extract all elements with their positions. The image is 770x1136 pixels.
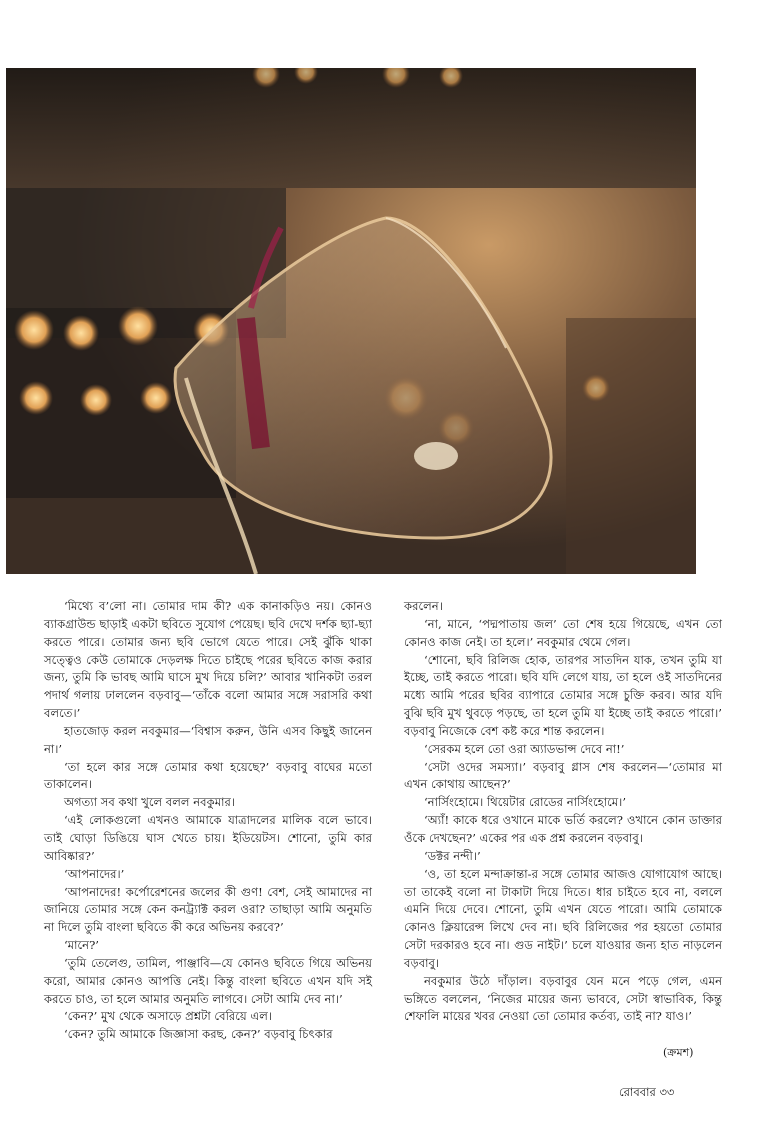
paragraph: ‘না, মানে, ‘পদ্মপাতায় জল’ তো শেষ হয়ে গিয়েছে, এখন তো কোনও কাজ নেই। তা হলে।’ নবকুমার থেমে গেল।	[404, 616, 722, 649]
paragraph: ‘আপনাদের! কর্পোরেশনের জলের কী গুণ! বেশ, সেই আমাদের না জানিয়ে তোমার সঙ্গে কেন কনট্র্যাক্ট করল ওরা? তাছাড়া আমি অনুমতি না দিলে তুমি বাংলা ছবিতে কী করে অভিনয় করবে?’	[44, 884, 372, 935]
wine-glass-painting	[6, 68, 696, 574]
paragraph: ‘ডক্টর নন্দী।’	[424, 848, 481, 863]
paragraph: ‘ও, তা হলে মন্দাক্রান্তা-র সঙ্গে তোমার আজও যোগাযোগ আছে। তা তাকেই বলো না টাকাটা দিয়ে দিতে। ধার চাইতে হবে না, বললে এমনি দিয়ে দেবে। শোনো, তুমি এখন যেতে পারো। আমি তোমাকে কোনও ক্লিয়ারেন্স লিখে দেব না। ছবি রিলিজের পর হয়তো তোমার সেটা দরকারও হবে না। গুড নাইট।’ চলে যাওয়ার জন্য হাত নাড়লেন বড়বাবু।	[404, 866, 722, 970]
page-footer: রোববার ৩৩	[619, 1085, 675, 1099]
serial-note: (ক্রমশ)	[663, 1046, 694, 1059]
paragraph: ‘তা হলে কার সঙ্গে তোমার কথা হয়েছে?’ বড়বাবু বাঘের মতো তাকালেন।	[44, 759, 372, 792]
paragraph: ‘আপনাদের।’	[64, 866, 125, 881]
paragraph: নবকুমার উঠে দাঁড়াল। বড়বাবুর যেন মনে পড়ে গেল, এমন ভঙ্গিতে বললেন, ‘নিজের মায়ের জন্য ভাববে, সেটা স্বাভাবিক, কিন্তু শেফালি মায়ের খবর নেওয়া তো তোমার কর্তব্য, তাই না? যাও।’	[404, 973, 722, 1024]
paragraph: ‘সেরকম হলে তো ওরা অ্যাডভান্স দেবে না!’	[424, 741, 625, 756]
paragraph: ‘কেন? তুমি আমাকে জিজ্ঞাসা করছ, কেন?’ বড়বাবু চিৎকার	[64, 1027, 333, 1042]
paragraph: ‘মিথ্যে ব’লো না। তোমার দাম কী? এক কানাকড়িও নয়। কোনও ব্যাকগ্রাউন্ড ছাড়াই একটা ছবিতে সুযোগ পেয়েছ। ছবি দেখে দর্শক ছ্যা-ছ্যা করতে পারে। তোমার জন্য ছবি ভোগে যেতে পারে। সেই ঝুঁকি থাকা সত্ত্বেও কেউ তোমাকে দেড়লক্ষ দিতে চাইছে পরের ছবিতে কাজ করার জন্য, তুমি কি ভাবছ আমি ঘাসে মুখ দিয়ে চলি?’ আবার খানিকটা তরল পদার্থ গলায় ঢাললেন বড়বাবু—‘তাঁকে বলো আমার সঙ্গে সরাসরি কথা বলতে।’	[44, 599, 372, 721]
text-column-right	[404, 598, 722, 1026]
paragraph: ‘নার্সিংহোমে। থিয়েটার রোডের নার্সিংহোমে।’	[424, 795, 627, 810]
paragraph: হাতজোড় করল নবকুমার—‘বিশ্বাস করুন, উনি এসব কিছুই জানেন না।’	[44, 723, 372, 756]
paragraph: ‘শোনো, ছবি রিলিজ হোক, তারপর সাতদিন যাক, তখন তুমি যা ইচ্ছে, তাই করতে পারো। ছবি যদি লেগে যায়, তা হলে ওই সাতদিনের মধ্যে আমি পরের ছবির ব্যাপারে তোমার সঙ্গে চুক্তি করব। আর যদি বুঝি ছবি মুখ থুবড়ে পড়ছে, তা হলে তুমি যা ইচ্ছে তাই করতে পারো।’ বড়বাবু নিজেকে বেশ কষ্ট করে শান্ত করলেন।	[404, 652, 722, 738]
paragraph: অগত্যা সব কথা খুলে বলল নবকুমার।	[64, 795, 236, 810]
paragraph: ‘মানে?’	[64, 938, 99, 953]
illustration	[6, 68, 696, 574]
paragraph: ‘কেন?’ মুখ থেকে অসাড়ে প্রশ্নটা বেরিয়ে এল।	[64, 1009, 273, 1024]
paragraph-continuation: করলেন।	[404, 599, 443, 613]
paragraph: ‘তুমি তেলেগু, তামিল, পাঞ্জাবি—যে কোনও ছবিতে গিয়ে অভিনয় করো, আমার কোনও আপত্তি নেই। কিন্তু বাংলা ছবিতে এখন যদি সই করতে চাও, তা হলে আমার অনুমতি লাগবে। সেটা আমি দেব না।’	[44, 955, 372, 1006]
paragraph: ‘সেটা ওদের সমস্যা।’ বড়বাবু গ্লাস শেষ করলেন—‘তোমার মা এখন কোথায় আছেন?’	[404, 759, 722, 792]
text-column-left	[44, 598, 372, 1044]
paragraph: ‘অ্যাঁ! কাকে ধরে ওখানে মাকে ভর্তি করলে? ওখানে কোন ডাক্তার ওঁকে দেখছেন?’ একের পর এক প্রশ্ন করলেন বড়বাবু।	[404, 813, 722, 845]
paragraph: ‘এই লোকগুলো এখনও আমাকে যাত্রাদলের মালিক বলে ভাবে। তাই ঘোড়া ডিঙিয়ে ঘাস খেতে চায়। ইডিয়েটস। শোনো, তুমি কার আবিষ্কার?’	[44, 813, 372, 863]
